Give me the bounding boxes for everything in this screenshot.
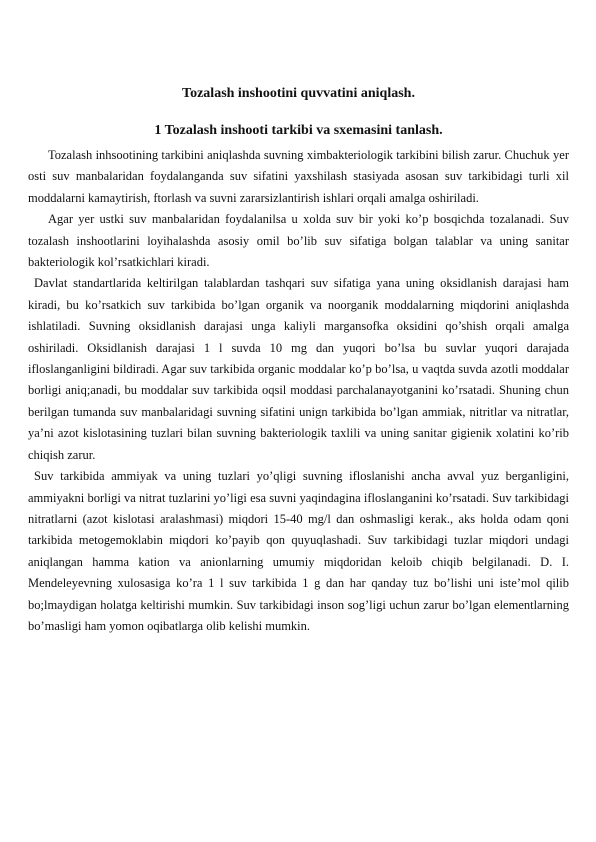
section-heading: 1 Tozalash inshooti tarkibi va sxemasini tanlash. xyxy=(154,123,443,138)
paragraph-4: Suv tarkibida ammiyak va uning tuzlari yo’qligi suvning ifloslanishi ancha avval yuz berganligini, ammiyakni borligi va nitrat tuzlarini yo’ligi esa suvni yaqindagina ifloslanganini ko’rsatadi. Suv tarkibidagi nitratlarni (azot kislotasi aralashmasi) miqdori 15-40 mg/l dan oshmasligi kerak., aks holda odam qoni tarkibida metogemoklabin miqdori ko’payib qon quyuqlashadi. Suv tarkibidagi tuzlar miqdori undagi aniqlangan hamma kation va anionlarning umumiy miqdoridan keloib chiqib belgilanadi. D. I. Mendeleyevning xulosasiga ko’ra 1 l suv tarkibida 1 g dan har qanday tuz bo’lishi uni iste’mol qilib bo;lmaydigan holatga keltirishi mumkin. Suv tarkibidagi inson sog’ligi uchun zarur bo’lgan elementlarning bo’masligi ham yomon oqibatlarga olib kelishi mumkin. xyxy=(28,469,569,633)
document-title: Tozalash inshootini quvvatini aniqlash. xyxy=(182,86,415,101)
paragraph-2: Agar yer ustki suv manbalaridan foydalanilsa u xolda suv bir yoki ko’p bosqichda tozalanadi. Suv tozalash inshootlarini loyihalashda asosiy omil bo’lib suv sifatiga bolgan talablar va uning sanitar bakteriologik kol’rsatkichlari kiradi. xyxy=(28,212,569,270)
body-text xyxy=(28,145,569,637)
paragraph-3: Davlat standartlarida keltirilgan talablardan tashqari suv sifatiga yana uning oksidlanish darajasi ham kiradi, bu ko’rsatkich suv tarkibida bo’lgan organik va noorganik moddalarning miqdorini aniqlashda ishlatiladi. Suvning oksidlanish darajasi unga kaliyli margansofka oksidini qo’shish orqali amalga oshiriladi. Oksidlanish darajasi 1 l suvda 10 mg dan yuqori bo’lsa bu suvlar yuqori darajada ifloslanganligini bildiradi. Agar suv tarkibida organic moddalar ko’p bo’lsa, u vaqtda suvda azotli moddalar borligi aniq;anadi, bu moddalar suv tarkibida oqsil moddasi parchalanayotganini ko’rsatadi. Shuning chun berilgan tumanda suv manbalaridagi suvning sifatini unign tarkibida bo’lgan ammiak, nitritlar va nitratlar, ya’ni azot kislotasining tuzlari bilan suvning bakteriologik taxlili va uning sanitar gigienik xolatini ko’rib chiqish zarur. xyxy=(28,276,569,462)
document-page xyxy=(28,0,569,842)
paragraph-1: Tozalash inhsootining tarkibini aniqlashda suvning ximbakteriologik tarkibini bilish zarur. Chuchuk yer osti suv manbalaridan foydalanganda suv sifatini yaxshilash stasiyada asosan suv tarkibidagi turli xil moddalarni kamaytirish, ftorlash va suvni zararsizlantirish ishlari orqali amalga oshiriladi. xyxy=(28,148,569,205)
